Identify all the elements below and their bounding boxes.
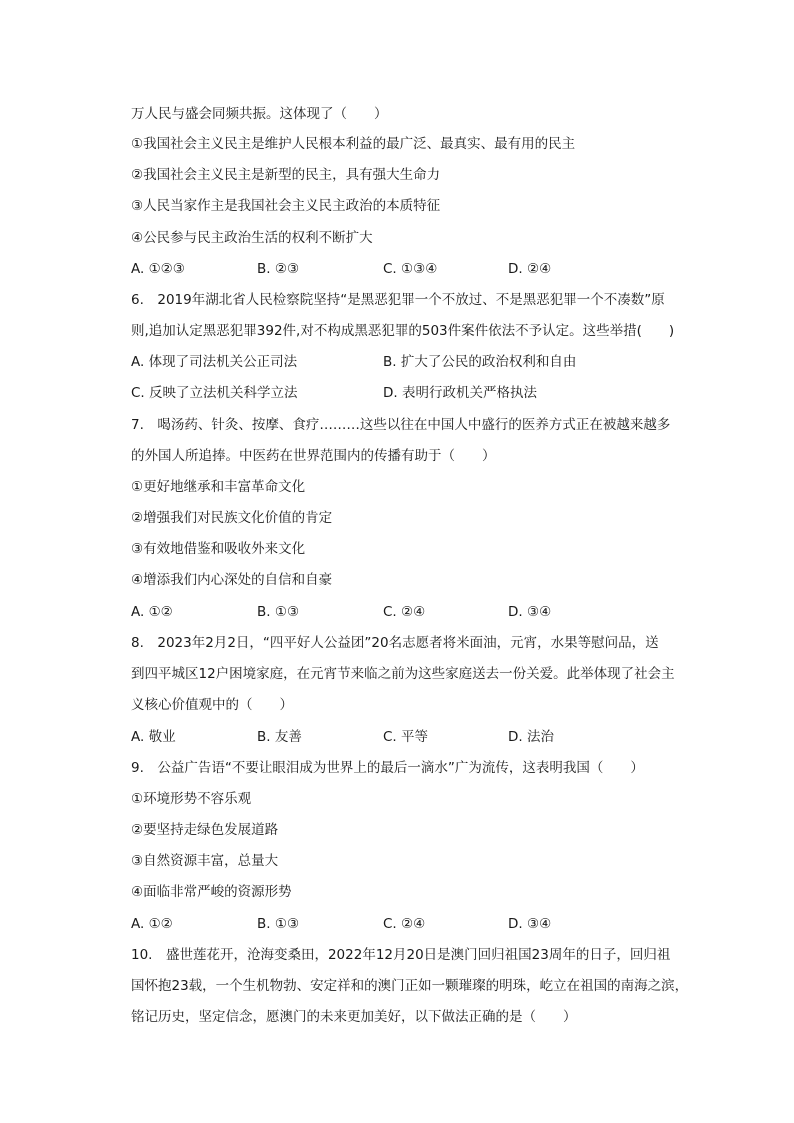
q9-options (131, 914, 691, 934)
q9-option-c: C. ②④ (383, 916, 426, 932)
q7-option-a: A. ①② (131, 604, 173, 620)
q6-options-row-1 (131, 352, 691, 372)
q6-option-c: C. 反映了立法机关科学立法 (131, 385, 298, 401)
q5-option-c: C. ①③④ (383, 261, 438, 277)
q8-option-a: A. 敬业 (131, 729, 176, 745)
q8-option-c: C. 平等 (383, 729, 429, 745)
q7-option-b: B. ①③ (257, 604, 300, 620)
q5-statement-3: ③人民当家作主是我国社会主义民主政治的本质特征 (131, 198, 441, 214)
q6-option-d: D. 表明行政机关严格执法 (383, 385, 537, 401)
q6-stem-line-2: 则,追加认定黑恶犯罪392件,对不构成黑恶犯罪的503件案件依法不予认定。这些举措( ) (131, 323, 675, 339)
q10-stem-line-1: 10. 盛世莲花开，沧海变桑田，2022年12月20日是澳门回归祖国23周年的日子，回归祖 (131, 947, 671, 963)
q7-statement-3: ③有效地借鉴和吸收外来文化 (131, 541, 306, 557)
q8-stem-line-3: 义核心价值观中的（ ） (131, 697, 293, 713)
q7-option-c: C. ②④ (383, 604, 426, 620)
q8-stem-line-2: 到四平城区12户困境家庭，在元宵节来临之前为这些家庭送去一份关爱。此举体现了社会主 (131, 666, 675, 682)
q7-statement-1: ①更好地继承和丰富革命文化 (131, 479, 306, 495)
q9-stem-line-1: 9. 公益广告语“不要让眼泪成为世界上的最后一滴水”广为流传，这表明我国（ ） (131, 760, 644, 776)
q9-statement-4: ④面临非常严峻的资源形势 (131, 884, 292, 900)
q9-statement-1: ①环境形势不容乐观 (131, 791, 252, 807)
q7-options (131, 602, 691, 622)
q8-options (131, 727, 691, 747)
q7-option-d: D. ③④ (508, 604, 552, 620)
q7-statement-2: ②增强我们对民族文化价值的肯定 (131, 510, 333, 526)
q6-option-b: B. 扩大了公民的政治权利和自由 (383, 354, 577, 370)
q6-option-a: A. 体现了司法机关公正司法 (131, 354, 298, 370)
q5-option-a: A. ①②③ (131, 261, 185, 277)
q7-stem-line-1: 7. 喝汤药、针灸、按摩、食疗………这些以往在中国人中盛行的医养方式正在被越来越多 (131, 417, 671, 433)
q9-option-d: D. ③④ (508, 916, 552, 932)
q6-stem-line-1: 6. 2019年湖北省人民检察院坚持“是黑恶犯罪一个不放过、不是黑恶犯罪一个不凑数”原 (131, 292, 665, 308)
q8-option-d: D. 法治 (508, 729, 554, 745)
q9-option-b: B. ①③ (257, 916, 300, 932)
q5-option-b: B. ②③ (257, 261, 300, 277)
q5-option-d: D. ②④ (508, 261, 552, 277)
q5-statement-2: ②我国社会主义民主是新型的民主，具有强大生命力 (131, 167, 441, 183)
q7-statement-4: ④增添我们内心深处的自信和自豪 (131, 572, 333, 588)
q7-stem-line-2: 的外国人所追捧。中医药在世界范围内的传播有助于（ ） (131, 448, 496, 464)
q9-option-a: A. ①② (131, 916, 173, 932)
q5-options (131, 259, 691, 279)
q8-stem-line-1: 8. 2023年2月2日，“四平好人公益团”20名志愿者将米面油，元宵，水果等慰问品，送 (131, 635, 659, 651)
q9-statement-2: ②要坚持走绿色发展道路 (131, 822, 279, 838)
q10-stem-line-3: 铭记历史，坚定信念，愿澳门的未来更加美好，以下做法正确的是（ ） (131, 1009, 577, 1025)
q9-statement-3: ③自然资源丰富，总量大 (131, 853, 279, 869)
q8-option-b: B. 友善 (257, 729, 302, 745)
q5-statement-4: ④公民参与民主政治生活的权利不断扩大 (131, 230, 373, 246)
q5-statement-1: ①我国社会主义民主是维护人民根本利益的最广泛、最真实、最有用的民主 (131, 136, 576, 152)
q5-stem-continuation: 万人民与盛会同频共振。这体现了（ ） (131, 106, 388, 122)
q10-stem-line-2: 国怀抱23载，一个生机物勃、安定祥和的澳门正如一颗璀璨的明珠，屹立在祖国的南海之滨， (131, 978, 689, 994)
q6-options-row-2 (131, 383, 691, 403)
